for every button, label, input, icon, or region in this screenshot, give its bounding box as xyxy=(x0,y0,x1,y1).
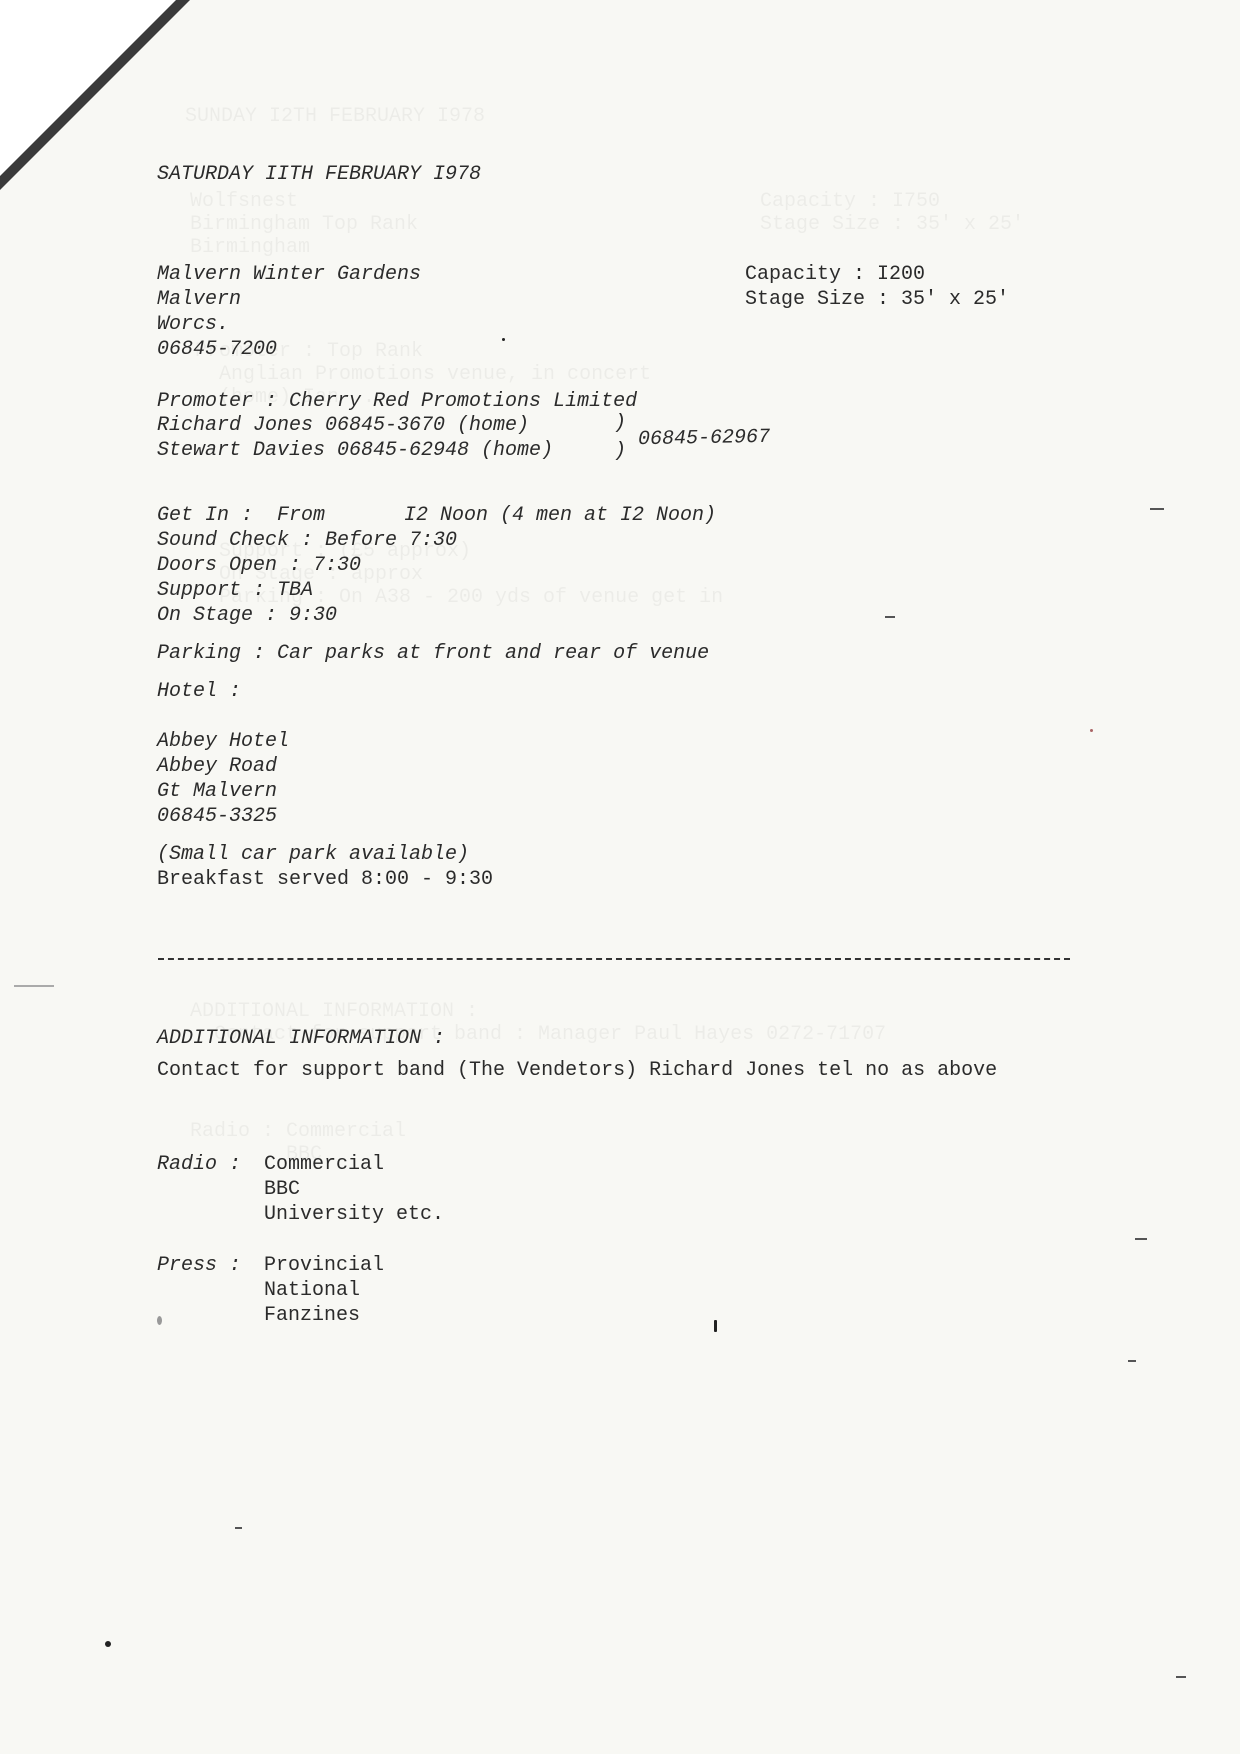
get-in-value: I2 Noon (4 men at I2 Noon) xyxy=(404,504,717,527)
bracket: ) xyxy=(614,440,627,463)
ink-mark xyxy=(1150,508,1164,510)
promoter-line: Promoter : Cherry Red Promotions Limited xyxy=(157,390,638,413)
ink-mark xyxy=(235,1527,242,1529)
ink-speck xyxy=(714,1320,717,1332)
radio-item: Commercial xyxy=(264,1153,385,1176)
show-through-text xyxy=(760,190,1024,236)
hotel-label: Hotel : xyxy=(157,680,242,703)
radio-item: BBC xyxy=(264,1178,301,1201)
hotel-breakfast: Breakfast served 8:00 - 9:30 xyxy=(157,868,494,891)
ink-speck xyxy=(105,1641,111,1647)
venue-capacity: Capacity : I200 xyxy=(745,263,926,286)
promoter-contact-2: Stewart Davies 06845-62948 (home) xyxy=(157,439,554,462)
ink-mark xyxy=(14,985,54,987)
sound-check: Sound Check : Before 7:30 xyxy=(157,529,458,552)
press-item: National xyxy=(264,1279,361,1302)
promoter-contact-1: Richard Jones 06845-3670 (home) xyxy=(157,414,530,437)
get-in-label: Get In : From xyxy=(157,504,338,527)
ink-mark xyxy=(1176,1676,1186,1678)
venue-county: Worcs. xyxy=(157,313,230,336)
promoter-office-phone: 06845-62967 xyxy=(637,425,771,452)
hotel-phone: 06845-3325 xyxy=(157,805,278,828)
hotel-road: Abbey Road xyxy=(157,755,278,778)
support-act: Support : TBA xyxy=(157,579,314,602)
hotel-name: Abbey Hotel xyxy=(157,730,290,753)
show-through-text xyxy=(190,190,418,259)
press-item: Provincial xyxy=(264,1254,385,1277)
on-stage-time: On Stage : 9:30 xyxy=(157,604,338,627)
folded-corner-face xyxy=(0,0,176,176)
additional-info-label: ADDITIONAL INFORMATION : xyxy=(157,1027,446,1050)
bracket: ) xyxy=(614,412,627,435)
show-through-text xyxy=(185,105,485,128)
ink-mark xyxy=(1135,1238,1147,1240)
doors-open: Doors Open : 7:30 xyxy=(157,554,362,577)
venue-name: Malvern Winter Gardens xyxy=(157,263,422,286)
venue-town: Malvern xyxy=(157,288,242,311)
radio-label: Radio : xyxy=(157,1153,242,1176)
radio-item: University etc. xyxy=(264,1203,445,1226)
venue-stage-size: Stage Size : 35' x 25' xyxy=(745,288,1010,311)
dashed-divider xyxy=(158,958,1070,960)
press-label: Press : xyxy=(157,1254,242,1277)
ink-speck xyxy=(1090,729,1093,732)
venue-phone: 06845-7200 xyxy=(157,338,278,361)
hotel-car-park: (Small car park available) xyxy=(157,843,470,866)
ink-mark xyxy=(885,616,895,618)
press-item: Fanzines xyxy=(264,1304,361,1327)
ink-speck xyxy=(157,1316,162,1325)
hotel-town: Gt Malvern xyxy=(157,780,278,803)
parking-info: Parking : Car parks at front and rear of venue xyxy=(157,642,710,665)
ink-speck xyxy=(502,338,505,341)
ink-mark xyxy=(1128,1360,1136,1362)
support-band-contact: Contact for support band (The Vendetors) Richard Jones tel no as above xyxy=(157,1059,998,1082)
event-date: SATURDAY IITH FEBRUARY I978 xyxy=(157,163,482,186)
